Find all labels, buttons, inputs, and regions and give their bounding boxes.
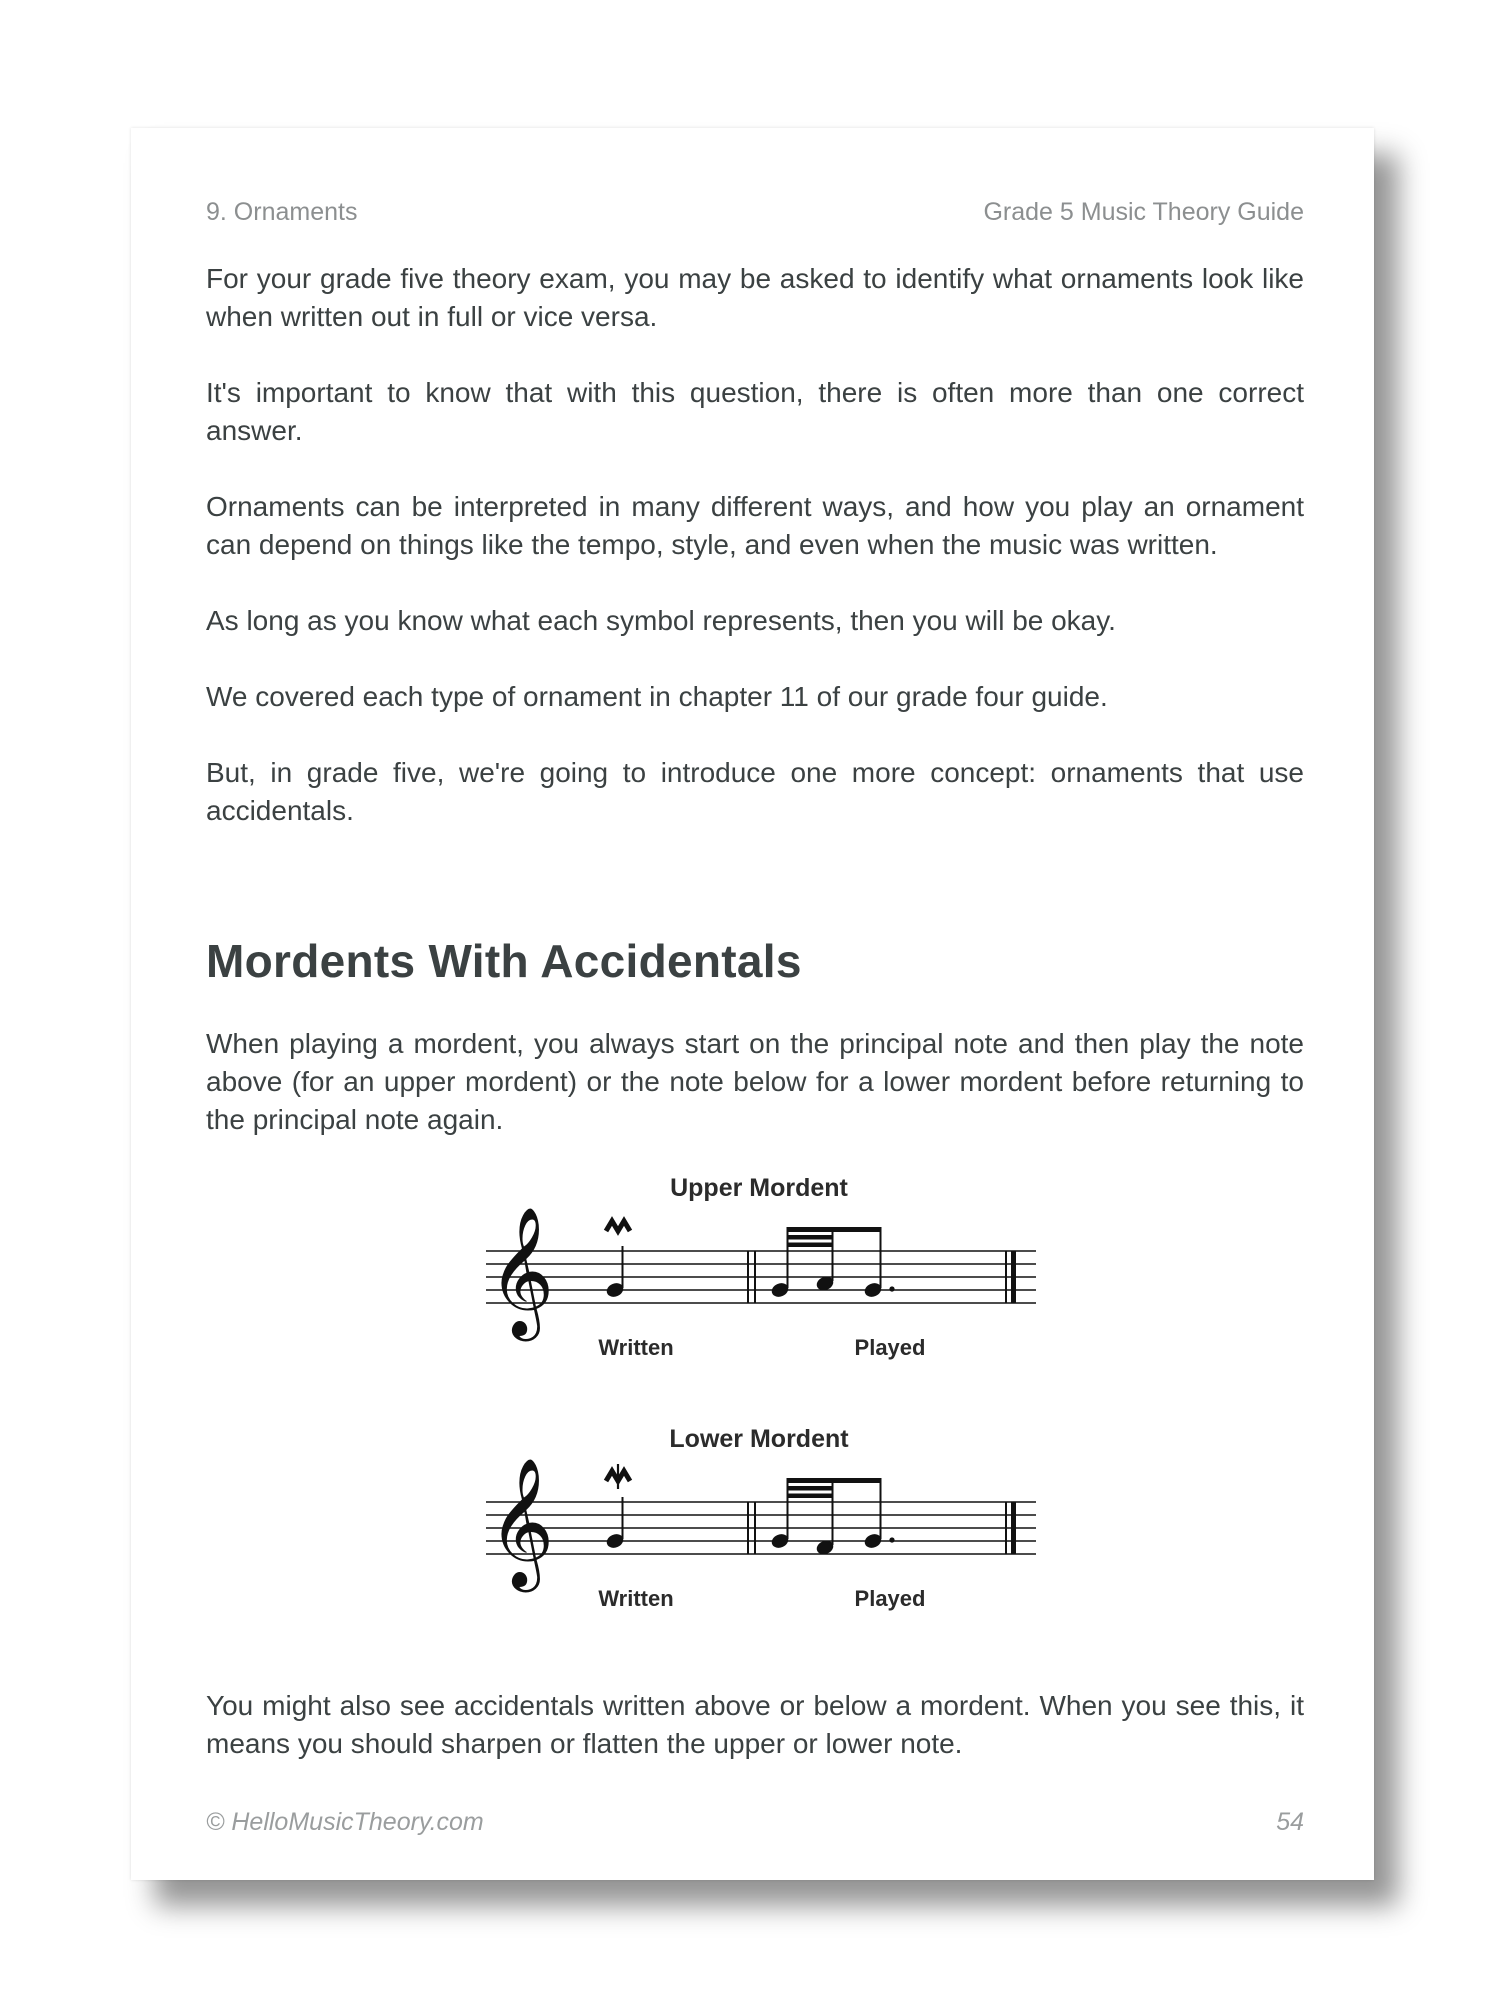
paragraph: But, in grade five, we're going to introduce one more concept: ornaments that use accidentals. [206,757,1304,826]
body-text [206,260,1304,868]
written-label: Written [598,1335,674,1360]
book-page [131,128,1374,1880]
written-note [605,1497,626,1550]
figure-title: Upper Mordent [670,1174,848,1202]
book-title: Grade 5 Music Theory Guide [983,198,1304,226]
page-content [206,128,1304,1880]
written-note [605,1246,626,1299]
paragraph: It's important to know that with this question, there is often more than one correct answer. [206,377,1304,446]
mordent-symbol-icon [606,1221,630,1231]
treble-clef-icon: 𝄞 [488,1459,555,1584]
paragraph: You might also see accidentals written above or below a mordent. When you see this, it means you should sharpen or flatten the upper or lower note. [206,1690,1304,1759]
running-header [206,198,1304,227]
upper-mordent-figure [476,1173,1036,1373]
page-number: 54 [1276,1808,1304,1836]
paragraph: When playing a mordent, you always start on the principal note and then play the note above (for an upper mordent) or the note below for a lower mordent before returning to the principal note again. [206,1028,1304,1135]
staff-lines [486,1251,1036,1303]
staff-lines [486,1502,1036,1554]
played-label: Played [854,1586,926,1611]
paragraph: Ornaments can be interpreted in many different ways, and how you play an ornament can depend on things like the tempo, style, and even when the music was written. [206,491,1304,560]
paragraph: We covered each type of ornament in chapter 11 of our grade four guide. [206,681,1108,712]
page-footer [206,1808,1304,1837]
closing-text [206,1687,1304,1801]
copyright-text: © HelloMusicTheory.com [206,1808,484,1836]
section-heading: Mordents With Accidentals [206,935,802,987]
section-intro [206,1025,1304,1177]
lower-mordent-figure [476,1424,1036,1624]
paragraph: For your grade five theory exam, you may be asked to identify what ornaments look like when written out in full or vice versa. [206,263,1304,332]
paragraph: As long as you know what each symbol represents, then you will be okay. [206,605,1116,636]
played-notes [770,1478,895,1557]
written-label: Written [598,1586,674,1611]
treble-clef-icon: 𝄞 [488,1208,555,1333]
figure-title: Lower Mordent [669,1425,849,1453]
lower-mordent-symbol-icon [606,1464,630,1489]
chapter-title: 9. Ornaments [206,198,358,226]
played-label: Played [854,1335,926,1360]
played-notes [770,1227,895,1299]
